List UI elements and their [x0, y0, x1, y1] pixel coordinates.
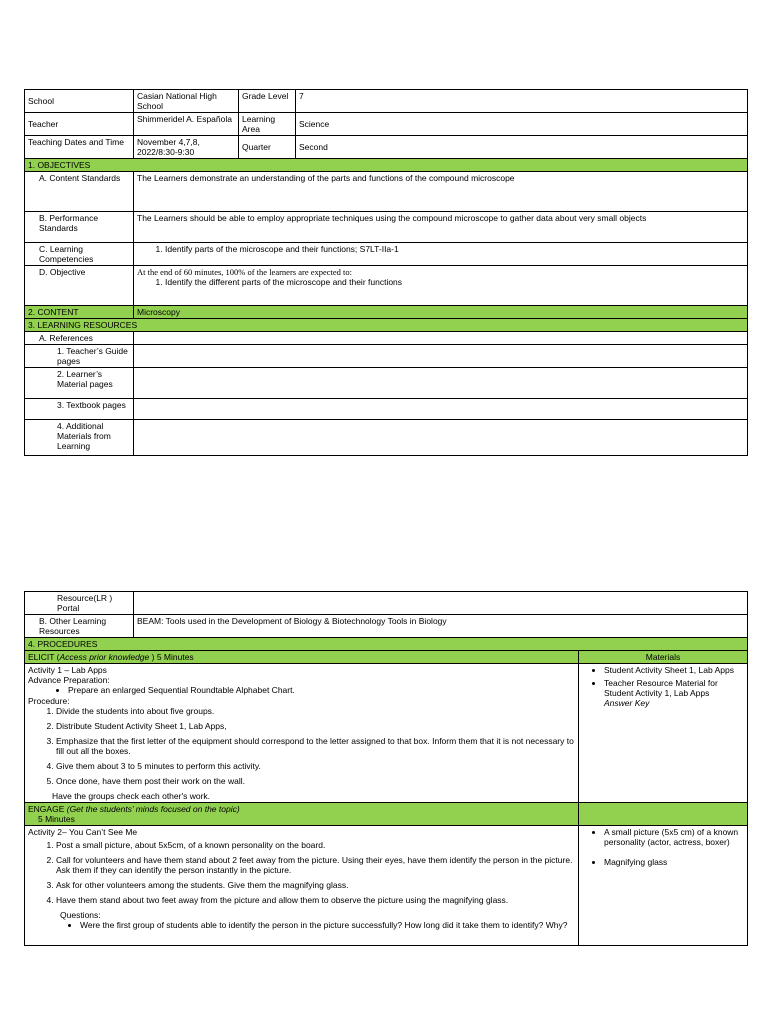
activity1-material-1: • Student Activity Sheet 1, Lab Apps [604, 665, 744, 675]
school-value: Casian National High School [134, 90, 239, 113]
content-heading: 2. CONTENT [25, 306, 134, 319]
performance-standards-row [25, 212, 748, 243]
content-value: Microscopy [134, 306, 748, 319]
activity2-step-1: 1. Post a small picture, about 5x5cm, of a known personality on the board. [56, 840, 575, 850]
reference-row-additional [25, 420, 748, 456]
references-row [25, 332, 748, 345]
activity2-material-2: • Magnifying glass [604, 857, 744, 867]
competencies-row [25, 243, 748, 266]
elicit-row [25, 651, 748, 664]
content-standards-label: A. Content Standards [25, 172, 134, 212]
school-row [25, 90, 748, 113]
dates-row [25, 136, 748, 159]
reference-additional-materials: 4. Additional Materials from Learning [25, 420, 134, 456]
procedures-heading-row [25, 638, 748, 651]
activity1-closing: Have the groups check each other's work. [52, 791, 211, 801]
reference-teacher-guide: 1. Teacher’s Guide pages [25, 345, 134, 368]
school-label: School [25, 90, 134, 113]
reference-textbook: 3. Textbook pages [25, 399, 134, 420]
other-resources-label: B. Other Learning Resources [25, 615, 134, 638]
activity2-title: Activity 2– You Can’t See Me [28, 827, 138, 837]
objective-item: 1. Identify the different parts of the microscope and their functions [165, 277, 744, 287]
objectives-heading: 1. OBJECTIVES [25, 159, 748, 172]
area-label: Learning Area [239, 113, 296, 136]
lesson-plan-table-1 [24, 89, 748, 456]
activity2-step-2: 2. Call for volunteers and have them stand about 2 feet away from the picture. Using their eyes, have them identify the person in the picture. Ask them if they can identify the person instantly in the picture. [56, 855, 575, 875]
teacher-label: Teacher [25, 113, 134, 136]
area-value: Science [296, 113, 748, 136]
content-row [25, 306, 748, 319]
quarter-label: Quarter [239, 136, 296, 159]
lesson-plan-page-1 [24, 89, 747, 456]
competencies-item: 1. Identify parts of the microscope and their functions; S7LT-IIa-1 [165, 244, 744, 254]
references-label: A. References [25, 332, 134, 345]
activity1-material-2: • Teacher Resource Material for Student Activity 1, Lab Apps [604, 678, 744, 698]
activity1-answer-key: Answer Key [604, 698, 650, 708]
reference-learner-material: 2. Learner’s Material pages [25, 368, 134, 399]
engage-heading: ENGAGE (Get the students’ minds focused on the topic) 5 Minutes [25, 803, 579, 826]
resources-heading-row [25, 319, 748, 332]
activity1-title: Activity 1 – Lab Apps [28, 665, 107, 675]
competencies-cell [134, 243, 748, 266]
quarter-value: Second [296, 136, 748, 159]
dates-label: Teaching Dates and Time [25, 136, 134, 159]
activity2-questions-label: Questions: [60, 910, 101, 920]
grade-label: Grade Level [239, 90, 296, 113]
reference-row-teacher-guide [25, 345, 748, 368]
objective-cell [134, 266, 748, 306]
other-resources-row [25, 615, 748, 638]
other-resources-value: BEAM: Tools used in the Development of Biology & Biotechnology Tools in Biology [134, 615, 748, 638]
materials-heading: Materials [579, 651, 748, 664]
portal-continuation-row [25, 592, 748, 615]
activity1-step-4: 4. Give them about 3 to 5 minutes to perform this activity. [56, 761, 575, 771]
lesson-plan-page-2 [24, 591, 747, 946]
content-standards-row [25, 172, 748, 212]
activity1-step-1: 1. Divide the students into about five groups. [56, 706, 575, 716]
reference-row-learner-material [25, 368, 748, 399]
activity1-step-2: 2. Distribute Student Activity Sheet 1, Lab Apps, [56, 721, 575, 731]
objectives-heading-row [25, 159, 748, 172]
activity2-row [25, 826, 748, 946]
performance-standards-label: B. Performance Standards [25, 212, 134, 243]
activity2-material-1: • A small picture (5x5 cm) of a known personality (actor, actress, boxer) [604, 827, 744, 847]
activity1-cell [25, 664, 579, 803]
objective-row [25, 266, 748, 306]
content-standards-value: The Learners demonstrate an understanding of the parts and functions of the compound microscope [134, 172, 748, 212]
lesson-plan-table-2 [24, 591, 748, 946]
activity1-procedure-label: Procedure: [28, 696, 70, 706]
activity1-prep-label: Advance Preparation: [28, 675, 110, 685]
objective-intro: At the end of 60 minutes, 100% of the learners are expected to: [137, 267, 353, 277]
activity2-step-4: 4. Have them stand about two feet away from the picture and allow them to observe the picture using the magnifying glass. [56, 895, 575, 905]
procedures-heading: 4. PROCEDURES [25, 638, 748, 651]
competencies-label: C. Learning Competencies [25, 243, 134, 266]
resources-heading: 3. LEARNING RESOURCES [25, 319, 748, 332]
dates-value: November 4,7,8, 2022/8:30-9:30 [134, 136, 239, 159]
activity1-step-3: 3. Emphasize that the first letter of the equipment should correspond to the letter assigned to that box. Inform them that it is not necessary to fill out all the boxes. [56, 736, 575, 756]
activity2-step-3: 3. Ask for other volunteers among the students. Give them the magnifying glass. [56, 880, 575, 890]
activity1-materials-cell [579, 664, 748, 803]
activity2-cell [25, 826, 579, 946]
performance-standards-value: The Learners should be able to employ appropriate techniques using the compound microscope to gather data about very small objects [134, 212, 748, 243]
objective-label: D. Objective [25, 266, 134, 306]
reference-row-textbook [25, 399, 748, 420]
activity1-row [25, 664, 748, 803]
activity1-prep-item: • Prepare an enlarged Sequential Roundtable Alphabet Chart. [68, 685, 575, 695]
activity2-question: • Were the first group of students able to identify the person in the picture successfully? How long did it take them to identify? Why? [80, 920, 575, 930]
teacher-value: Shimmeridel A. Española [134, 113, 239, 136]
activity2-materials-cell [579, 826, 748, 946]
activity1-step-5: 5. Once done, have them post their work on the wall. [56, 776, 575, 786]
grade-value: 7 [296, 90, 748, 113]
elicit-heading: ELICIT (Access prior knowledge ) 5 Minutes [25, 651, 579, 664]
teacher-row [25, 113, 748, 136]
engage-row [25, 803, 748, 826]
portal-continuation: Resource(LR ) Portal [25, 592, 134, 615]
